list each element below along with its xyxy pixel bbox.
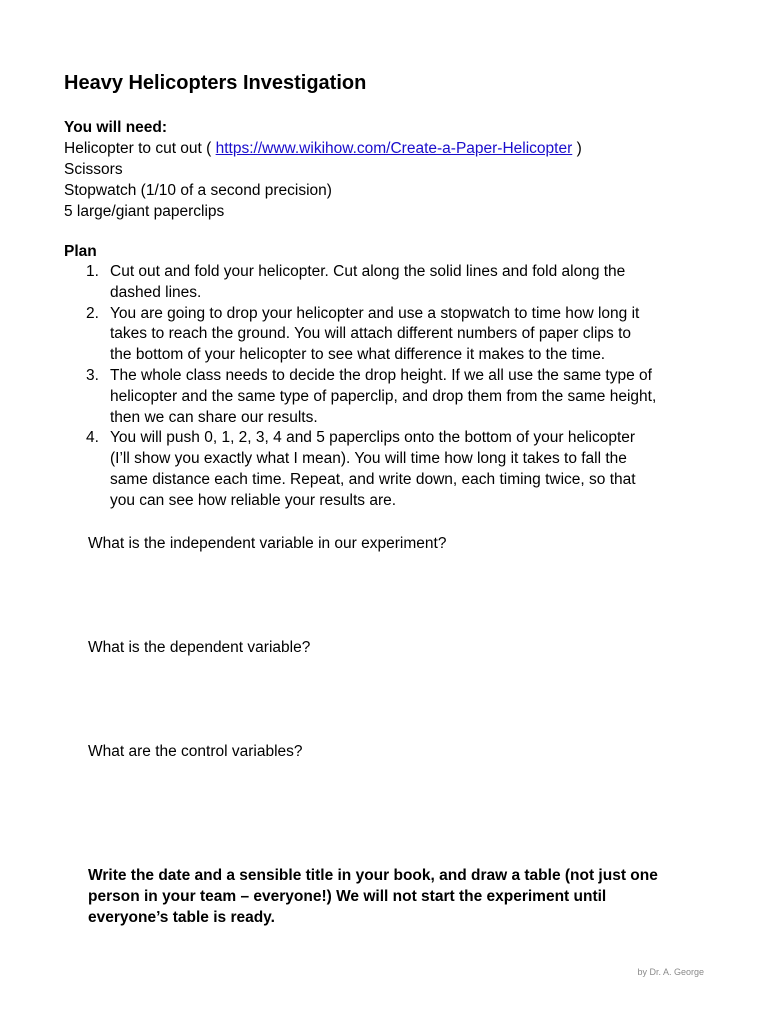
plan-step-line: takes to reach the ground. You will attach different numbers of paper clips to [110,325,632,343]
plan-step-line: you can see how reliable your results are. [110,491,397,509]
plan-step [64,428,714,511]
plan-step [64,262,714,304]
author-credit: by Dr. A. George [637,967,704,977]
plan-steps-list [64,262,714,512]
plan-step-line: same distance each time. Repeat, and write down, each timing twice, so that [110,470,636,488]
question-independent-variable: What is the independent variable in our experiment? [88,535,447,552]
plan-heading: Plan [64,243,97,260]
plan-step-line: then we can share our results. [110,408,318,426]
question-control-variables: What are the control variables? [88,743,303,760]
plan-step-number: 3. [86,366,99,384]
needs-item-scissors: Scissors [64,161,123,178]
instruction-line: everyone’s table is ready. [88,909,275,926]
plan-step [64,304,714,366]
helicopter-link[interactable]: https://www.wikihow.com/Create-a-Paper-Helicopter [215,140,573,157]
table-instruction [88,865,698,928]
question-dependent-variable: What is the dependent variable? [88,639,311,656]
plan-step-number: 2. [86,304,99,322]
needs-item-helicopter-suffix: ) [572,140,582,157]
instruction-line: person in your team – everyone!) We will not start the experiment until [88,888,607,905]
needs-heading: You will need: [64,119,168,136]
plan-step-line: You will push 0, 1, 2, 3, 4 and 5 paperclips onto the bottom of your helicopter [110,429,636,447]
plan-step-line: helicopter and the same type of paperclip, and drop them from the same height, [110,387,657,405]
plan-step-line: dashed lines. [110,283,202,301]
plan-step-line: You are going to drop your helicopter and use a stopwatch to time how long it [110,304,640,322]
plan-step-line: The whole class needs to decide the drop height. If we all use the same type of [110,366,652,384]
plan-step-line: the bottom of your helicopter to see what difference it makes to the time. [110,346,606,364]
needs-item-stopwatch: Stopwatch (1/10 of a second precision) [64,182,332,199]
plan-step-number: 4. [86,429,99,447]
needs-item-helicopter [64,138,582,159]
plan-step-line: (I’ll show you exactly what I mean). You will time how long it takes to fall the [110,450,627,468]
needs-item-paperclips: 5 large/giant paperclips [64,203,225,220]
page-title: Heavy Helicopters Investigation [64,72,367,94]
instruction-line: Write the date and a sensible title in your book, and draw a table (not just one [88,867,658,884]
plan-step-line: Cut out and fold your helicopter. Cut along the solid lines and fold along the [110,263,626,280]
needs-item-helicopter-prefix: Helicopter to cut out ( [64,140,216,157]
plan-step [64,366,714,428]
plan-step-number: 1. [86,263,99,280]
